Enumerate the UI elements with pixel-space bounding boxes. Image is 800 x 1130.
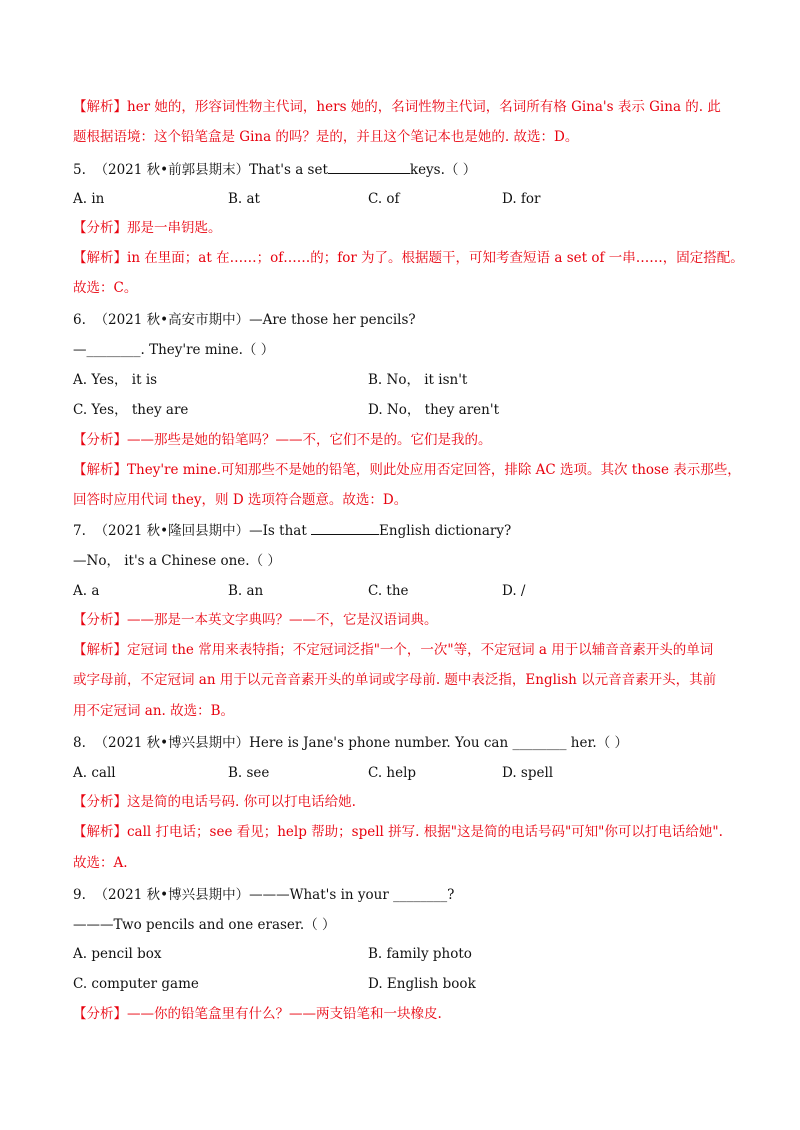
analysis-line bbox=[73, 670, 716, 690]
analysis-text: 用不定冠词 an. 故选：B。 bbox=[73, 703, 235, 719]
analysis-line bbox=[73, 278, 137, 298]
option-a[interactable]: A. a bbox=[73, 583, 100, 599]
analysis-text: 那是一串钥匙。 bbox=[127, 220, 222, 236]
analysis-text: 或字母前，不定冠词 an 用于以元音音素开头的单词或字母前. 题中表泛指，English 以元音音素开头，其前 bbox=[73, 672, 717, 688]
question-9-answer-line: ———Two pencils and one eraser.（ ） bbox=[73, 917, 336, 933]
analysis-text: 题根据语境：这个铅笔盒是 Gina 的吗？是的，并且这个笔记本也是她的. 故选：D。 bbox=[73, 129, 579, 145]
question-5-stem bbox=[73, 160, 476, 180]
analysis-line bbox=[73, 822, 723, 842]
analysis-tag: 【解析】 bbox=[73, 250, 127, 266]
option-a[interactable]: A. pencil box bbox=[73, 946, 162, 962]
option-d[interactable]: D. for bbox=[502, 191, 541, 207]
question-stem: （2021 秋•博兴县期中）Here is Jane's phone number. You can ________ her.（ ） bbox=[94, 735, 628, 751]
question-stem: （2021 秋•高安市期中）—Are those her pencils? bbox=[94, 312, 416, 328]
analysis-tag: 【解析】 bbox=[73, 824, 127, 840]
analysis-line bbox=[73, 218, 222, 238]
option-d[interactable]: D. spell bbox=[502, 765, 554, 781]
analysis-text: 这是简的电话号码. 你可以打电话给她. bbox=[127, 794, 356, 810]
option-c[interactable]: C. help bbox=[368, 765, 417, 781]
option-b[interactable]: B. at bbox=[228, 191, 260, 207]
analysis-text: 故选：A. bbox=[73, 855, 128, 871]
question-number: 5. bbox=[73, 162, 86, 178]
question-9-stem bbox=[73, 885, 454, 905]
question-number: 6. bbox=[73, 312, 86, 328]
option-d[interactable]: D. English book bbox=[368, 976, 476, 992]
question-stem-end: keys.（ ） bbox=[409, 162, 477, 178]
analysis-text: in 在里面；at 在……；of……的；for 为了。根据题干，可知考查短语 a set of 一串……，固定搭配。 bbox=[127, 250, 744, 266]
analysis-tag: 【分析】 bbox=[73, 432, 127, 448]
analysis-line bbox=[73, 640, 713, 660]
analysis-text: call 打电话；see 看见；help 帮助；spell 拼写. 根据"这是简的电话号码"可知"你可以打电话给她". bbox=[127, 824, 723, 840]
analysis-text: ——你的铅笔盒里有什么？——两支铅笔和一块橡皮. bbox=[127, 1006, 442, 1022]
question-8-stem bbox=[73, 733, 628, 753]
question-stem: （2021 秋•隆回县期中）—Is that bbox=[94, 523, 312, 539]
option-c[interactable]: C. the bbox=[368, 583, 409, 599]
question-7-stem bbox=[73, 521, 511, 541]
analysis-tag: 【分析】 bbox=[73, 794, 127, 810]
option-c[interactable]: C. of bbox=[368, 191, 400, 207]
analysis-line bbox=[73, 127, 578, 147]
question-number: 8. bbox=[73, 735, 86, 751]
analysis-text: 回答时应用代词 they，则 D 选项符合题意。故选：D。 bbox=[73, 492, 408, 508]
option-b[interactable]: B. No， it isn't bbox=[368, 372, 468, 388]
analysis-line bbox=[73, 460, 741, 480]
analysis-line bbox=[73, 1004, 442, 1024]
analysis-line bbox=[73, 430, 492, 450]
analysis-line bbox=[73, 610, 438, 630]
analysis-text: 故选：C。 bbox=[73, 280, 138, 296]
option-d[interactable]: D. No， they aren't bbox=[368, 402, 500, 418]
analysis-tag: 【分析】 bbox=[73, 220, 127, 236]
question-stem: （2021 秋•前郭县期末）That's a set bbox=[94, 162, 328, 178]
analysis-line bbox=[73, 97, 721, 117]
option-b[interactable]: B. family photo bbox=[368, 946, 472, 962]
option-a[interactable]: A. in bbox=[73, 191, 105, 207]
analysis-tag: 【解析】 bbox=[73, 462, 127, 478]
question-number: 9. bbox=[73, 887, 86, 903]
analysis-line bbox=[73, 792, 356, 812]
analysis-line bbox=[73, 248, 744, 268]
analysis-line bbox=[73, 490, 407, 510]
analysis-text: her 她的，形容词性物主代词，hers 她的，名词性物主代词，名词所有格 Gina's 表示 Gina 的. 此 bbox=[127, 99, 721, 115]
option-a[interactable]: A. call bbox=[73, 765, 116, 781]
question-number: 7. bbox=[73, 523, 86, 539]
analysis-tag: 【解析】 bbox=[73, 99, 127, 115]
analysis-tag: 【解析】 bbox=[73, 642, 127, 658]
question-6-answer-line: —________. They're mine.（ ） bbox=[73, 342, 275, 358]
analysis-text: ——那些是她的铅笔吗？——不，它们不是的。它们是我的。 bbox=[127, 432, 492, 448]
analysis-text: They're mine.可知那些不是她的铅笔，则此处应用否定回答，排除 AC 选项。其次 those 表示那些， bbox=[127, 462, 741, 478]
analysis-line bbox=[73, 701, 234, 721]
option-b[interactable]: B. see bbox=[228, 765, 270, 781]
analysis-tag: 【分析】 bbox=[73, 1006, 127, 1022]
analysis-tag: 【分析】 bbox=[73, 612, 127, 628]
answer-blank[interactable] bbox=[311, 522, 379, 535]
question-stem: （2021 秋•博兴县期中）———What's in your ________? bbox=[94, 887, 455, 903]
answer-blank[interactable] bbox=[328, 161, 410, 174]
question-stem-end: English dictionary? bbox=[379, 523, 512, 539]
analysis-text: ——那是一本英文字典吗？——不，它是汉语词典。 bbox=[127, 612, 438, 628]
question-6-stem bbox=[73, 310, 416, 330]
option-d[interactable]: D. / bbox=[502, 583, 526, 599]
analysis-line bbox=[73, 853, 128, 873]
option-c[interactable]: C. Yes， they are bbox=[73, 402, 189, 418]
analysis-text: 定冠词 the 常用来表特指；不定冠词泛指"一个，一次"等，不定冠词 a 用于以辅音音素开头的单词 bbox=[127, 642, 714, 658]
option-c[interactable]: C. computer game bbox=[73, 976, 199, 992]
question-7-answer-line: —No， it's a Chinese one.（ ） bbox=[73, 553, 281, 569]
option-a[interactable]: A. Yes， it is bbox=[73, 372, 158, 388]
option-b[interactable]: B. an bbox=[228, 583, 264, 599]
